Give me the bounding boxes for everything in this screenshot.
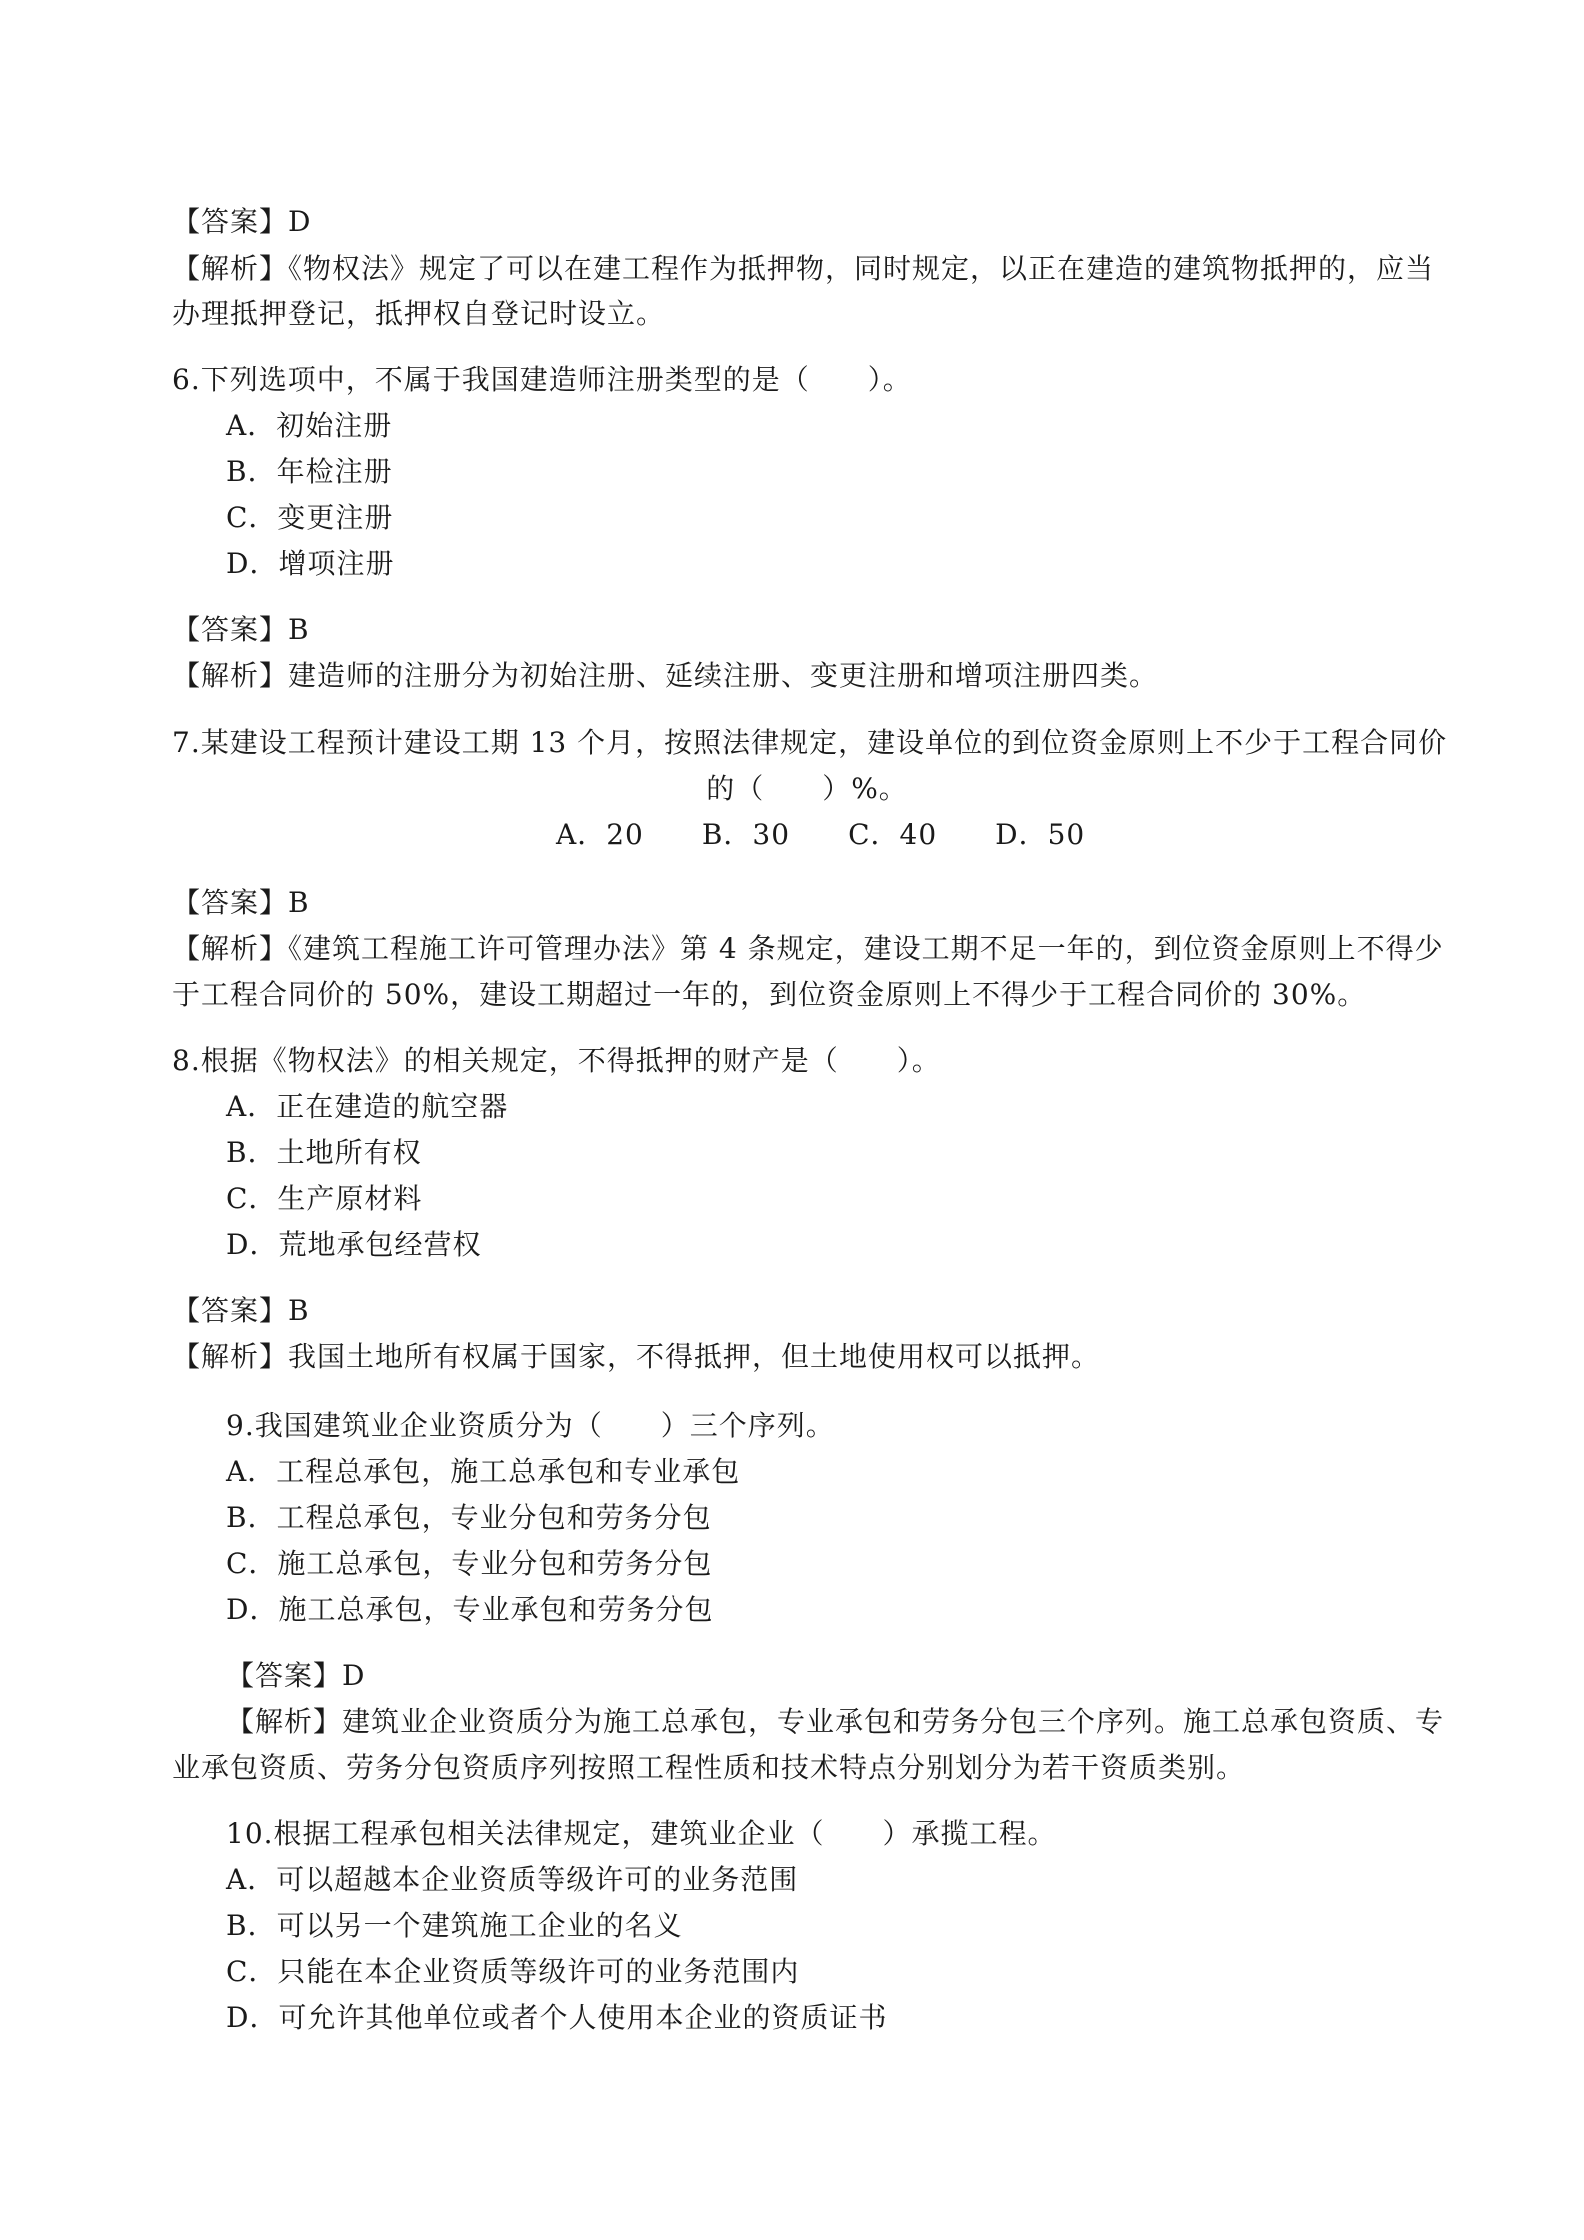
option-d: D．增项注册 [226,547,395,580]
question-7-cont: 的（ ）%。 [706,772,908,805]
option-c: C．只能在本企业资质等级许可的业务范围内 [226,1955,800,1988]
answer-label: 【答案】B [172,613,310,646]
option-c: C．施工总承包，专业分包和劳务分包 [226,1547,713,1580]
option-d: D．50 [995,818,1086,851]
option-a: A．20 [556,818,644,851]
answer-label: 【答案】B [172,886,310,919]
question-8: 8.根据《物权法》的相关规定，不得抵押的财产是（ ）。 [172,1044,941,1077]
option-a: A．工程总承包，施工总承包和专业承包 [226,1455,741,1488]
option-b: B．30 [701,818,791,851]
option-d: D．荒地承包经营权 [226,1228,482,1261]
analysis-line: 【解析】《建筑工程施工许可管理办法》第 4 条规定，建设工期不足一年的，到位资金原则上不得少 [172,932,1444,965]
answer-label: 【答案】B [172,1294,310,1327]
option-b: B．工程总承包，专业分包和劳务分包 [226,1501,712,1534]
option-a: A．正在建造的航空器 [226,1090,509,1123]
analysis-line: 于工程合同价的 50%，建设工期超过一年的，到位资金原则上不得少于工程合同价的 30%。 [172,978,1367,1011]
option-b: B．年检注册 [226,455,393,488]
analysis-line: 【解析】我国土地所有权属于国家，不得抵押，但土地使用权可以抵押。 [172,1340,1101,1373]
question-7: 7.某建设工程预计建设工期 13 个月，按照法律规定，建设单位的到位资金原则上不少于工程合同价 [172,726,1448,759]
question-10: 10.根据工程承包相关法律规定，建筑业企业（ ）承揽工程。 [226,1817,1057,1850]
question-9: 9.我国建筑业企业资质分为（ ）三个序列。 [226,1409,835,1442]
option-c: C．40 [848,818,938,851]
option-b: B．土地所有权 [226,1136,422,1169]
option-a: A．初始注册 [226,409,393,442]
answer-label: 【答案】D [226,1659,366,1692]
option-c: C．生产原材料 [226,1182,423,1215]
question-6: 6.下列选项中，不属于我国建造师注册类型的是（ ）。 [172,363,912,396]
analysis-line: 办理抵押登记，抵押权自登记时设立。 [172,297,666,330]
option-d: D．可允许其他单位或者个人使用本企业的资质证书 [226,2001,888,2034]
option-b: B．可以另一个建筑施工企业的名义 [226,1909,683,1942]
analysis-line: 【解析】建造师的注册分为初始注册、延续注册、变更注册和增项注册四类。 [172,659,1159,692]
option-c: C．变更注册 [226,501,394,534]
analysis-line: 【解析】《物权法》规定了可以在建工程作为抵押物，同时规定，以正在建造的建筑物抵押的，应当 [172,252,1435,285]
option-d: D．施工总承包，专业承包和劳务分包 [226,1593,714,1626]
analysis-line: 业承包资质、劳务分包资质序列按照工程性质和技术特点分别划分为若干资质类别。 [172,1751,1246,1784]
option-a: A．可以超越本企业资质等级许可的业务范围 [226,1863,799,1896]
inline-options [556,818,1085,852]
analysis-line: 【解析】建筑业企业资质分为施工总承包，专业承包和劳务分包三个序列。施工总承包资质、专 [226,1705,1445,1738]
answer-label: 【答案】D [172,205,312,238]
